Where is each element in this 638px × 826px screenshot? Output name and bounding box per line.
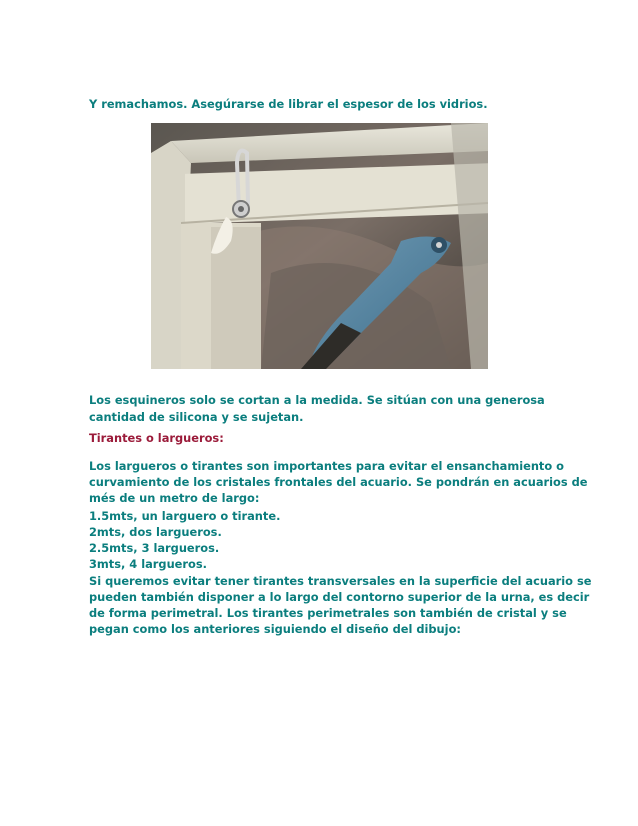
aquarium-corner-photo	[151, 123, 488, 369]
paragraph-3-line-2: pueden también disponer a lo largo del contorno superior de la urna, es decir	[89, 590, 590, 604]
section-heading: Tirantes o largueros:	[89, 431, 224, 445]
paragraph-3-line-3: de forma perimetral. Los tirantes perimetrales son también de cristal y se	[89, 606, 567, 620]
paragraph-2-line-2: curvamiento de los cristales frontales del acuario. Se pondrán en acuarios de	[89, 475, 588, 489]
paragraph-2-line-3: més de un metro de largo:	[89, 491, 260, 505]
paragraph-2-line-1: Los largueros o tirantes son importantes para evitar el ensanchamiento o	[89, 459, 564, 473]
list-item: 2.5mts, 3 largueros.	[89, 541, 220, 555]
list-item: 2mts, dos largueros.	[89, 525, 222, 539]
paragraph-3-line-4: pegan como los anteriores siguiendo el diseño del dibujo:	[89, 622, 461, 636]
intro-text: Y remachamos. Asegúrarse de librar el espesor de los vidrios.	[89, 97, 488, 111]
list-item: 1.5mts, un larguero o tirante.	[89, 509, 281, 523]
list-item: 3mts, 4 largueros.	[89, 557, 207, 571]
paragraph-1-line-1: Los esquineros solo se cortan a la medida. Se sitúan con una generosa	[89, 393, 545, 407]
paragraph-3-line-1: Si queremos evitar tener tirantes transversales en la superficie del acuario se	[89, 574, 592, 588]
paragraph-1-line-2: cantidad de silicona y se sujetan.	[89, 410, 304, 424]
